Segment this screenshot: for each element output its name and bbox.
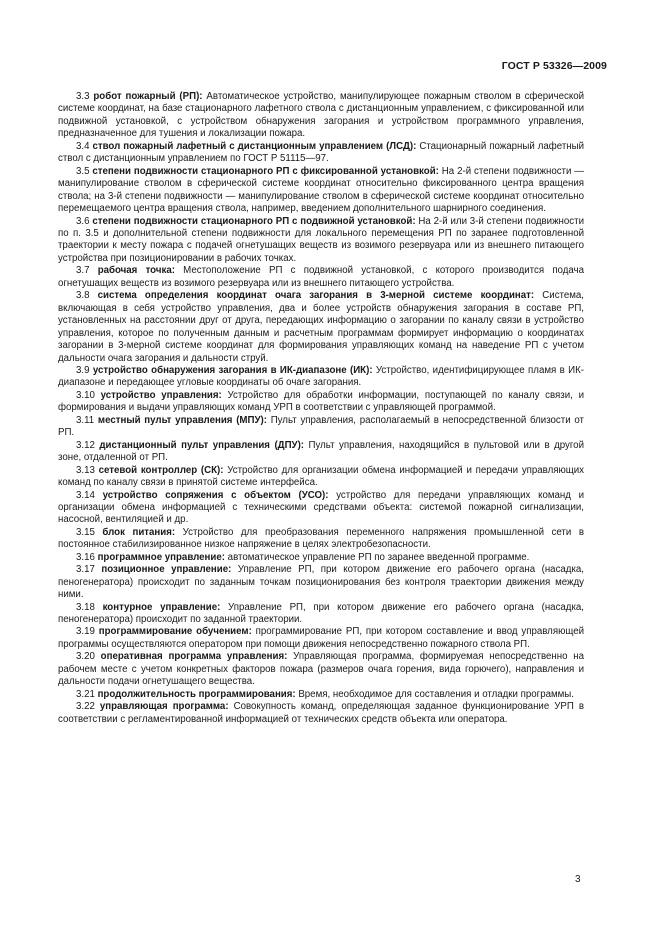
definition-text: Время, необходимое для составления и отладки программы. <box>295 688 574 700</box>
definition-paragraph <box>58 527 584 552</box>
clause-number: 3.9 <box>76 364 90 376</box>
definition-paragraph <box>58 626 584 651</box>
definition-paragraph <box>58 365 584 390</box>
definition-text: Устройство для обработки информации, поступающей по каналу связи, и формирования и выдачи управляющих команд УРП в соответствии с управляющей программой. <box>58 389 584 414</box>
term-heading: устройство обнаружения загорания в ИК-диапазоне (ИК): <box>92 364 373 376</box>
clause-number: 3.20 <box>76 651 95 663</box>
clause-number: 3.22 <box>76 701 95 713</box>
term-heading: рабочая точка: <box>97 265 175 277</box>
clause-number: 3.6 <box>76 215 90 227</box>
definition-paragraph <box>58 651 584 688</box>
term-heading: степени подвижности стационарного РП с фиксированной установкой: <box>92 165 439 177</box>
term-heading: программирование обучением: <box>98 626 252 638</box>
term-heading: местный пульт управления (МПУ): <box>97 414 267 426</box>
standard-header: ГОСТ Р 53326—2009 <box>501 60 607 72</box>
definitions-list <box>58 91 584 726</box>
clause-number: 3.18 <box>76 601 95 613</box>
clause-number: 3.17 <box>76 564 95 576</box>
definition-paragraph <box>58 564 584 601</box>
clause-number: 3.14 <box>76 489 95 501</box>
term-heading: блок питания: <box>102 526 176 538</box>
definition-paragraph <box>58 490 584 527</box>
definition-text: Стационарный пожарный лафетный ствол с дистанционным управлением по ГОСТ Р 51115—97. <box>58 140 584 165</box>
clause-number: 3.15 <box>76 526 95 538</box>
term-heading: продолжительность программирования: <box>97 688 296 700</box>
term-heading: система определения координат очага загорания в 3-мерной системе координат: <box>97 290 535 302</box>
clause-number: 3.3 <box>76 91 90 102</box>
definition-paragraph <box>58 415 584 440</box>
term-heading: оперативная программа управления: <box>100 651 288 663</box>
term-heading: сетевой контроллер (СК): <box>98 464 224 476</box>
clause-number: 3.10 <box>76 389 95 401</box>
definition-paragraph <box>58 552 584 564</box>
definition-text: программирование РП, при котором составление и ввод управляющей программы осуществляются оператором при помощи движения непосредственно пожарного ствола РП. <box>58 626 584 650</box>
clause-number: 3.11 <box>76 414 95 426</box>
clause-number: 3.12 <box>76 439 95 451</box>
clause-number: 3.7 <box>76 265 90 277</box>
definition-paragraph <box>58 701 584 726</box>
term-heading: робот пожарный (РП): <box>93 91 203 102</box>
definition-paragraph <box>58 440 584 465</box>
term-heading: дистанционный пульт управления (ДПУ): <box>99 439 305 451</box>
definition-text: На 2-й степени подвижности — манипулирование стволом в сферической системе координат относительно фиксированного центра вращения ствола; на 3-й степени подвижности — манипулирование стволом в сферической системе координат относительно перемещаемого центра вращения ствола, например, введением дополнительного шарнирного соединения. <box>58 165 584 215</box>
definition-text: На 2-й или 3-й степени подвижности по п. 3.5 и дополнительной степени подвижности для локального перемещения РП по заранее подготовленной траектории к месту пожара с подачей огнетушащих веществ из возимого резервуара или из внешнего питающего устройства при позиционировании в рабочих точках. <box>58 215 584 264</box>
clause-number: 3.5 <box>76 165 90 177</box>
definition-paragraph <box>58 216 584 266</box>
term-heading: ствол пожарный лафетный с дистанционным управлением (ЛСД): <box>92 140 417 152</box>
definition-paragraph <box>58 290 584 365</box>
term-heading: программное управление: <box>97 551 225 563</box>
term-heading: позиционное управление: <box>101 564 232 576</box>
definition-text: Управление РП, при котором движение его рабочего органа (насадка, пеногенератора) происходит по заданной траектории. <box>58 601 584 626</box>
definition-paragraph <box>58 602 584 627</box>
term-heading: управляющая программа: <box>99 701 229 713</box>
term-heading: устройство управления: <box>100 389 222 401</box>
definition-text: Управляющая программа, формируемая непосредственно на рабочем месте с учетом конкретных факторов пожара (размеров очага горения, вида горючего), направления и дальности подачи огнетушащего вещества. <box>58 651 585 688</box>
term-heading: степени подвижности стационарного РП с подвижной установкой: <box>92 215 416 227</box>
term-heading: контурное управление: <box>102 601 221 613</box>
definition-paragraph <box>58 166 584 216</box>
clause-number: 3.21 <box>76 688 95 700</box>
page-number: 3 <box>575 874 581 885</box>
definition-text: Устройство, идентифицирующее пламя в ИК-диапазоне и передающее угловые координаты об очаге загорания. <box>58 364 584 389</box>
term-heading: устройство сопряжения с объектом (УСО): <box>102 489 329 501</box>
definition-paragraph <box>58 689 584 701</box>
clause-number: 3.16 <box>76 551 95 563</box>
definition-paragraph <box>58 265 584 290</box>
definition-text: Автоматическое устройство, манипулирующее пожарным стволом в сферической системе координат, на базе стационарного лафетного ствола с дистанционным управлением, с фиксированной или подвижной установкой, с устройством обнаружения загорания и устройством программного управления, предназначенное для тушения и локализации пожара. <box>58 91 584 140</box>
clause-number: 3.19 <box>76 626 95 638</box>
definition-text: Устройство для преобразования переменного напряжения промышленной сети в постоянное стабилизированное низкое напряжение в целях электробезопасности. <box>58 526 584 551</box>
definition-text: автоматическое управление РП по заранее введенной программе. <box>224 551 530 563</box>
definition-text: Совокупность команд, определяющая заданное функционирование УРП в соответствии с регламентированной информацией от технических средств объекта или оператора. <box>58 701 584 725</box>
definition-text: Пульт управления, находящийся в пультовой или в другой зоне, отдаленной от РП. <box>58 439 584 464</box>
definition-paragraph <box>58 141 584 166</box>
definition-paragraph <box>58 91 584 141</box>
clause-number: 3.4 <box>76 140 90 152</box>
definition-text: Система, включающая в себя устройство управления, два и более устройств обнаружения загорания в составе РП, установленных на расстоянии друг от друга, передающих информацию о загорании по каналу связи в устройство управления, которое по полученным данным и расчетным программам формирует информацию о координатах загорании в 3-мерной системе координат для формирования управляющих команд на наведение РП с учетом дальности очага загорания и дальности струй. <box>58 290 584 364</box>
definition-text: Местоположение РП с подвижной установкой, с которого производится подача огнетушащих веществ из возимого резервуара или из внешнего питающего устройства. <box>58 265 584 289</box>
definition-text: Управление РП, при котором движение его рабочего органа (насадка, пеногенератора) происходит по заданным точкам позиционирования без контроля траектории движения между ними. <box>58 564 584 601</box>
definition-text: Пульт управления, располагаемый в непосредственной близости от РП. <box>58 414 584 439</box>
definition-text: Устройство для организации обмена информацией и передачи управляющих команд по каналу связи в принятой системе интерфейса. <box>58 464 584 489</box>
clause-number: 3.13 <box>76 464 95 476</box>
definition-text: устройство для передачи управляющих команд и организации обмена информацией с техническими средствами объекта: системой пожарной сигнализации, насосной, вентиляцией и др. <box>58 489 584 526</box>
definition-paragraph <box>58 465 584 490</box>
clause-number: 3.8 <box>76 290 90 302</box>
definition-paragraph <box>58 390 584 415</box>
